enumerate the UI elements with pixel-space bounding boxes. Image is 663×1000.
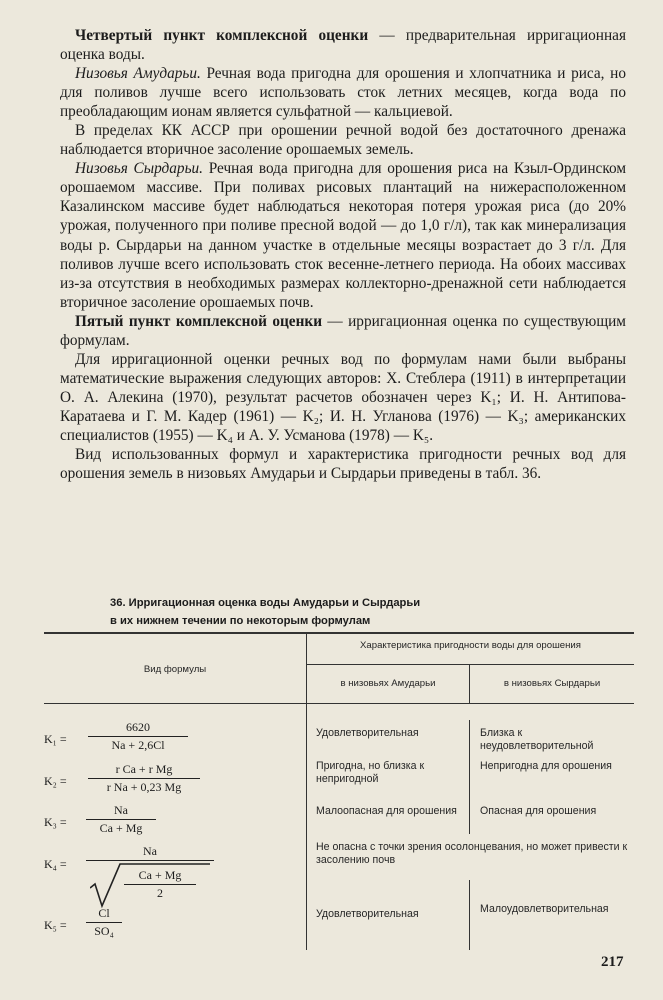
table-top-rule bbox=[44, 632, 634, 634]
row2-syrdarya: Непригодна для орошения bbox=[480, 760, 612, 772]
row4-merged: Не опасна с точки зрения осолонцевания, но может привести к засолению почв bbox=[316, 841, 628, 866]
row1-syrdarya: Близка к неудовлетворительной bbox=[480, 727, 594, 752]
region-name: Низовья Сырдарьи. bbox=[75, 160, 204, 178]
book-page: Четвертый пункт комплексной оценки — предварительная ирригационная оценка воды. Низовья Амударьи. Речная вода пригодна для орошения и хлопчатника и риса, но для поливов лучше всего использовать сток летних месяцев, когда вода по преобладающим ионам является сульфатной — кальциевой. В пределах КК АССР при орошении речной водой без достаточного дренажа наблюдается вторичное засоление орошаемых земель. Низовья Сырдарьи. Речная вода пригодна для орошения риса на Кзыл-Ординском орошаемом массиве. При поливах рисовых плантаций на нижерасположенном Казалинском массиве будет наблюдаться некоторая потеря урожая риса (до 20% урожая, полученного при поливе пресной водой — до 1,0 г/л), так как минерализация воды р. Сырдарьи на данном участке в отдельные месяцы возрастает до 3 г/л. Для поливов лучше всего использовать сток весенне-летнего периода. На обоих массивах из-за отсутствия в необходимых размерах коллекторно-дренажной сети наблюдается вторичное засоление орошаемых почв. Пятый пункт комплексной оценки — ирригационная оценка по существующим формулам. Для ирригационной оценки речных вод по формулам нами были выбраны математические выражения следующих авторов: Х. Стеблера (1911) в интерпретации О. А. Алекина (1970), результат расчетов обозначен через K₁; И. Н. Антипова-Каратаева и Г. М. Кадер (1961) — K₂; И. Н. Угланова (1976) — K₃; американских специалистов (1955) — K₄ и А. У. Усманова (1978) — K₅. Вид использованных формул и характеристика пригодности речных вод для орошения земель в низовьях Амударьи и Сырдарьи приведены в табл. 36. 36. Ирригационная оценка воды Амударьи и Сырдарьи в их нижнем течении по некоторым формулам Вид формулы Характеристика пригодности воды для орошения в низовьях Амударьи в низовьях Сырдарьи K₁ = 6620 Na + 2,6Cl K₂ = r Ca + r Mg r Na + 0,23 Mg K₃ = Na Ca + Mg K₄ = Na Ca + Mg 2 K₅ = Cl SO₄ Удовлетворительная Близка к неудовлетворительной Пригодна, но близка к непригодной Непригодна для орошения Малоопасная для орошения Опасная для орошения Не опасна с точки зрения осолонцевания, но может привести к засолению почв Удовлетворительная Малоудовлетворительная 217 bbox=[0, 0, 663, 1000]
paragraph: Для ирригационной оценки речных вод по формулам нами были выбраны математические выражения следующих авторов: Х. Стеблера (1911) в интерпретации О. А. Алекина (1970), результат расчетов обозначен через K₁; И. Н. Антипова-Каратаева и Г. М. Кадер (1961) — K₂; И. Н. Угланова (1976) — K₃; американских специалистов (1955) — K₄ и А. У. Усманова (1978) — K₅. bbox=[60, 350, 626, 444]
row3-amudarya: Малоопасная для орошения bbox=[316, 805, 457, 817]
table-caption: 36. Ирригационная оценка воды Амударьи и Сырдарьи в их нижнем течении по некоторым формулам bbox=[110, 597, 421, 627]
table-column-divider bbox=[469, 880, 470, 950]
section-heading: Четвертый пункт комплексной оценки bbox=[75, 27, 369, 44]
paragraph: Четвертый пункт комплексной оценки — предварительная ирригационная оценка воды. bbox=[60, 27, 627, 64]
column-header-characteristic: Характеристика пригодности воды для орошения bbox=[360, 640, 581, 651]
page-number: 217 bbox=[601, 954, 624, 970]
column-header-amudarya: в низовьях Амударьи bbox=[340, 678, 436, 689]
table-header-bottom-rule bbox=[44, 703, 634, 704]
paragraph: В пределах КК АССР при орошении речной водой без достаточного дренажа наблюдается вторичное засоление орошаемых земель. bbox=[60, 122, 626, 159]
table-header-subrule bbox=[307, 664, 634, 665]
paragraph: Вид использованных формул и характеристика пригодности речных вод для орошения земель в низовьях Амударьи и Сырдарьи приведены в табл. 36. bbox=[60, 446, 626, 483]
paragraph: Низовья Амударьи. Речная вода пригодна для орошения и хлопчатника и риса, но для поливов лучше всего использовать сток летних месяцев, когда вода по преобладающим ионам является сульфатной — кальциевой. bbox=[60, 65, 627, 121]
column-header-formula: Вид формулы bbox=[143, 664, 207, 675]
paragraph: Низовья Сырдарьи. Речная вода пригодна для орошения риса на Кзыл-Ординском орошаемом массиве. При поливах рисовых плантаций на нижерасположенном Казалинском массиве будет наблюдаться некоторая потеря урожая риса (до 20% урожая, полученного при поливе пресной водой — до 1,0 г/л), так как минерализация воды р. Сырдарьи на данном участке в отдельные месяцы возрастает до 3 г/л. Для поливов лучше всего использовать сток весенне-летнего периода. На обоих массивах из-за отсутствия в необходимых размерах коллекторно-дренажной сети наблюдается вторичное засоление орошаемых почв. bbox=[60, 160, 627, 311]
section-heading: Пятый пункт комплексной оценки bbox=[75, 312, 323, 330]
region-name: Низовья Амударьи. bbox=[75, 65, 201, 83]
row5-syrdarya: Малоудовлетворительная bbox=[480, 903, 609, 915]
row5-amudarya: Удовлетворительная bbox=[316, 908, 419, 920]
paragraph: Пятый пункт комплексной оценки — ирригационная оценка по существующим формулам. bbox=[60, 312, 626, 349]
column-header-syrdarya: в низовьях Сырдарьи bbox=[503, 678, 601, 689]
table-column-divider bbox=[469, 720, 470, 834]
row2-amudarya: Пригодна, но близка к непригодной bbox=[316, 760, 425, 785]
body-text bbox=[60, 26, 626, 483]
row3-syrdarya: Опасная для орошения bbox=[480, 805, 597, 817]
row1-amudarya: Удовлетворительная bbox=[316, 727, 419, 739]
